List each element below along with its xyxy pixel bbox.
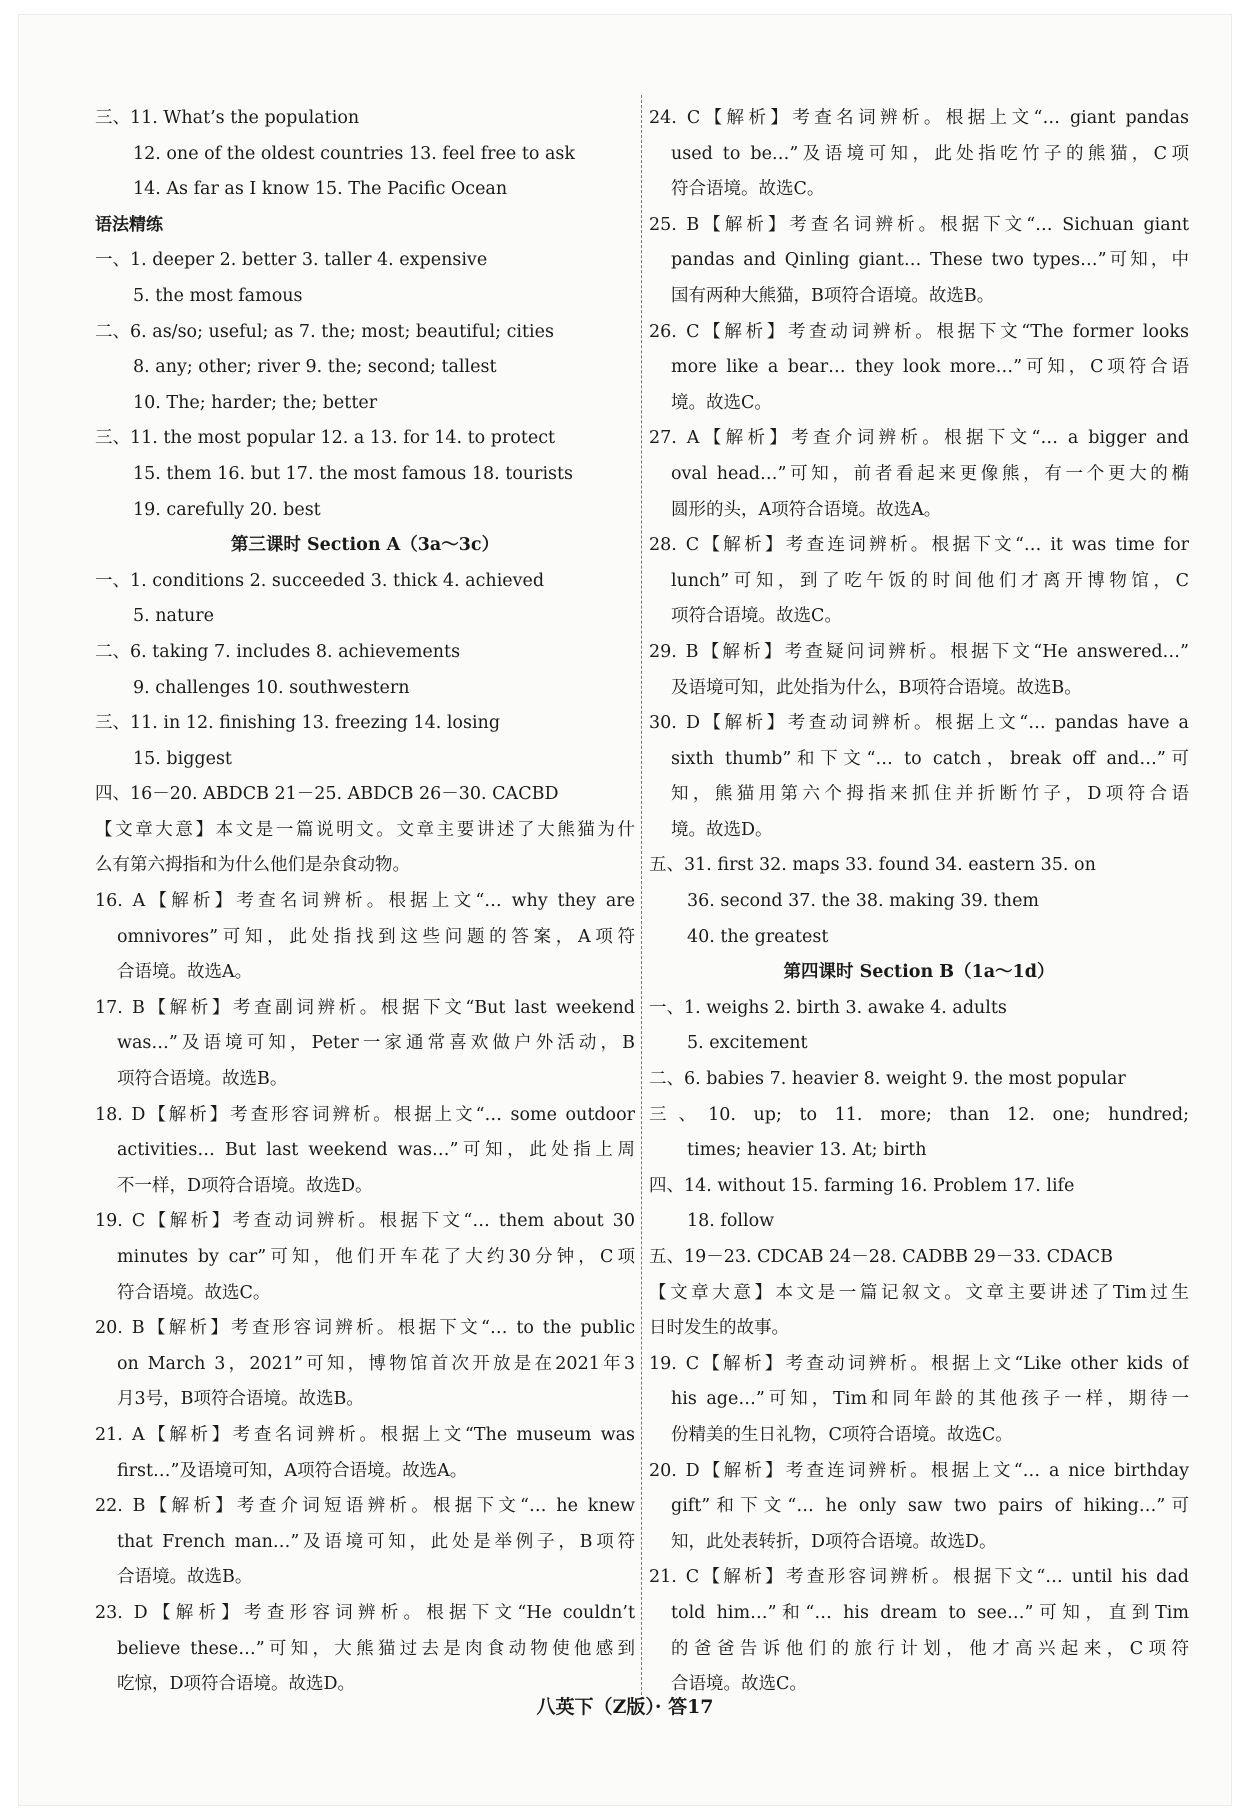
- left-line: 14. As far as I know 15. The Pacific Ocean: [133, 179, 508, 200]
- page-footer: 八英下（Z版）· 答17: [536, 1696, 714, 1718]
- right-line: 项符合语境。故选C。: [671, 606, 842, 627]
- left-line: 19. carefully 20. best: [133, 499, 321, 520]
- left-line: 二、6. as/so; useful; as 7. the; most; beautiful; cities: [95, 321, 554, 342]
- left-line: 语法精练: [95, 214, 163, 235]
- left-line: 项符合语境。故选B。: [117, 1069, 288, 1090]
- right-line: 二、6. babies 7. heavier 8. weight 9. the most popular: [649, 1069, 1126, 1090]
- right-line: his age…”可知，Tim和同年龄的其他孩子一样，期待一: [671, 1389, 1189, 1410]
- right-line: 36. second 37. the 38. making 39. them: [687, 891, 1040, 912]
- left-line: 三、11. the most popular 12. a 13. for 14. to protect: [95, 428, 556, 449]
- left-line: 【文章大意】本文是一篇说明文。文章主要讲述了大熊猫为什: [95, 819, 635, 840]
- right-line: 境。故选D。: [671, 819, 773, 840]
- left-line: 不一样，D项符合语境。故选D。: [117, 1175, 373, 1196]
- right-line: oval head…”可知，前者看起来更像熊，有一个更大的椭: [671, 463, 1189, 484]
- right-line: sixth thumb”和下文“… to catch，break off and…”可: [671, 748, 1189, 769]
- left-line: 16. A【解析】考查名词辨析。根据上文“… why they are: [95, 891, 635, 912]
- right-line: 三、10. up; to 11. more; than 12. one; hundred;: [649, 1104, 1189, 1125]
- left-line: 5. the most famous: [133, 285, 303, 306]
- left-line: 15. biggest: [133, 748, 232, 769]
- right-column: [649, 101, 1189, 1703]
- right-line: 日时发生的故事。: [649, 1318, 789, 1339]
- left-line: 22. B【解析】考查介词短语辨析。根据下文“… he knew: [95, 1496, 635, 1517]
- right-line: gift”和下文“… he only saw two pairs of hiking…”可: [671, 1496, 1189, 1517]
- right-line: 第四课时 Section B（1a～1d）: [783, 962, 1055, 983]
- column-divider: [641, 95, 642, 1705]
- left-line: 一、1. conditions 2. succeeded 3. thick 4. achieved: [95, 570, 545, 591]
- left-line: 18. D【解析】考查形容词辨析。根据上文“… some outdoor: [95, 1104, 635, 1125]
- left-line: 月3号，B项符合语境。故选B。: [117, 1389, 364, 1410]
- left-line: 合语境。故选B。: [117, 1567, 253, 1588]
- right-line: 份精美的生日礼物，C项符合语境。故选C。: [671, 1424, 1013, 1445]
- left-line: 21. A【解析】考查名词辨析。根据上文“The museum was: [95, 1424, 635, 1445]
- right-line: 五、19－23. CDCAB 24－28. CADBB 29－33. CDACB: [649, 1247, 1114, 1267]
- left-line: 合语境。故选A。: [117, 962, 253, 983]
- left-line: 四、16－20. ABDCB 21－25. ABDCB 26－30. CACBD: [95, 784, 559, 805]
- left-line: 一、1. deeper 2. better 3. taller 4. expensive: [95, 250, 488, 271]
- right-line: 26. C【解析】考查动词辨析。根据下文“The former looks: [649, 321, 1189, 342]
- left-line: 5. nature: [133, 606, 214, 627]
- right-line: 18. follow: [687, 1211, 775, 1232]
- left-line: 15. them 16. but 17. the most famous 18. tourists: [133, 463, 574, 484]
- left-line: 符合语境。故选C。: [117, 1282, 271, 1303]
- right-line: 知，此处表转折，D项符合语境。故选D。: [671, 1531, 997, 1552]
- left-line: on March 3，2021”可知，博物馆首次开放是在2021年3: [117, 1353, 635, 1374]
- left-line: 17. B【解析】考查副词辨析。根据下文“But last weekend: [95, 997, 635, 1018]
- right-line: 29. B【解析】考查疑问词辨析。根据下文“He answered…”: [649, 641, 1189, 662]
- answer-page: [18, 14, 1232, 1806]
- right-line: times; heavier 13. At; birth: [687, 1140, 927, 1161]
- left-line: 23. D【解析】考查形容词辨析。根据下文“He couldn’t: [95, 1602, 635, 1623]
- right-line: told him…”和“… his dream to see…”可知，直到Tim: [671, 1602, 1189, 1623]
- right-line: 21. C【解析】考查形容词辨析。根据下文“… until his dad: [649, 1567, 1189, 1588]
- right-line: 符合语境。故选C。: [671, 179, 825, 200]
- left-line: 三、11. in 12. finishing 13. freezing 14. losing: [95, 713, 501, 734]
- right-line: 及语境可知，此处指为什么，B项符合语境。故选B。: [671, 677, 1082, 698]
- left-line: 二、6. taking 7. includes 8. achievements: [95, 641, 461, 662]
- right-line: more like a bear… they look more…”可知，C项符合语: [671, 357, 1189, 378]
- left-line: 19. C【解析】考查动词辨析。根据下文“… them about 30: [95, 1211, 635, 1232]
- right-line: 25. B【解析】考查名词辨析。根据下文“… Sichuan giant: [649, 214, 1189, 235]
- right-line: 24. C【解析】考查名词辨析。根据上文“… giant pandas: [649, 108, 1189, 128]
- right-line: used to be…”及语境可知，此处指吃竹子的熊猫，C项: [671, 143, 1189, 164]
- right-line: 境。故选C。: [671, 392, 772, 413]
- left-line: 8. any; other; river 9. the; second; tallest: [133, 357, 497, 378]
- right-line: 30. D【解析】考查动词辨析。根据上文“… pandas have a: [649, 713, 1189, 734]
- left-line: 20. B【解析】考查形容词辨析。根据下文“… to the public: [95, 1318, 635, 1339]
- left-line: 么有第六拇指和为什么他们是杂食动物。: [95, 855, 410, 876]
- right-line: 合语境。故选C。: [671, 1674, 807, 1695]
- left-line: was…”及语境可知，Peter一家通常喜欢做户外活动，B: [117, 1033, 635, 1054]
- left-line: 吃惊，D项符合语境。故选D。: [117, 1674, 356, 1695]
- right-line: pandas and Qinling giant… These two types…”可知，中: [671, 250, 1189, 271]
- left-line: 12. one of the oldest countries 13. feel free to ask: [133, 143, 575, 164]
- left-line: believe these…”可知，大熊猫过去是肉食动物使他感到: [117, 1638, 635, 1659]
- right-line: 5. excitement: [687, 1033, 808, 1054]
- left-line: that French man…”及语境可知，此处是举例子，B项符: [117, 1531, 635, 1552]
- left-line: minutes by car”可知，他们开车花了大约30分钟，C项: [117, 1247, 635, 1267]
- right-line: 四、14. without 15. farming 16. Problem 17. life: [649, 1175, 1075, 1196]
- right-line: 【文章大意】本文是一篇记叙文。文章主要讲述了Tim过生: [649, 1282, 1189, 1303]
- left-line: 第三课时 Section A（3a～3c）: [230, 535, 500, 556]
- left-line: first…”及语境可知，A项符合语境。故选A。: [117, 1460, 468, 1481]
- left-line: 9. challenges 10. southwestern: [133, 677, 410, 698]
- left-line: 三、11. What’s the population: [95, 108, 360, 128]
- right-line: 五、31. first 32. maps 33. found 34. eastern 35. on: [649, 855, 1096, 876]
- right-line: 20. D【解析】考查连词辨析。根据上文“… a nice birthday: [649, 1460, 1189, 1481]
- right-line: 28. C【解析】考查连词辨析。根据下文“… it was time for: [649, 535, 1189, 556]
- right-line: 19. C【解析】考查动词辨析。根据上文“Like other kids of: [649, 1353, 1189, 1374]
- left-line: activities… But last weekend was…”可知，此处指上周: [117, 1140, 635, 1161]
- right-line: 40. the greatest: [687, 926, 829, 947]
- left-line: omnivores”可知，此处指找到这些问题的答案，A项符: [117, 926, 635, 947]
- right-line: 圆形的头，A项符合语境。故选A。: [671, 499, 942, 520]
- right-line: 知，熊猫用第六个拇指来抓住并折断竹子，D项符合语: [671, 784, 1189, 805]
- right-line: 一、1. weighs 2. birth 3. awake 4. adults: [649, 997, 1007, 1018]
- left-column: [95, 101, 635, 1703]
- right-line: 27. A【解析】考查介词辨析。根据下文“… a bigger and: [649, 428, 1189, 449]
- right-line: lunch”可知，到了吃午饭的时间他们才离开博物馆，C: [671, 570, 1189, 591]
- right-line: 的爸爸告诉他们的旅行计划，他才高兴起来，C项符: [671, 1638, 1189, 1659]
- left-line: 10. The; harder; the; better: [133, 392, 378, 413]
- right-line: 国有两种大熊猫，B项符合语境。故选B。: [671, 285, 995, 306]
